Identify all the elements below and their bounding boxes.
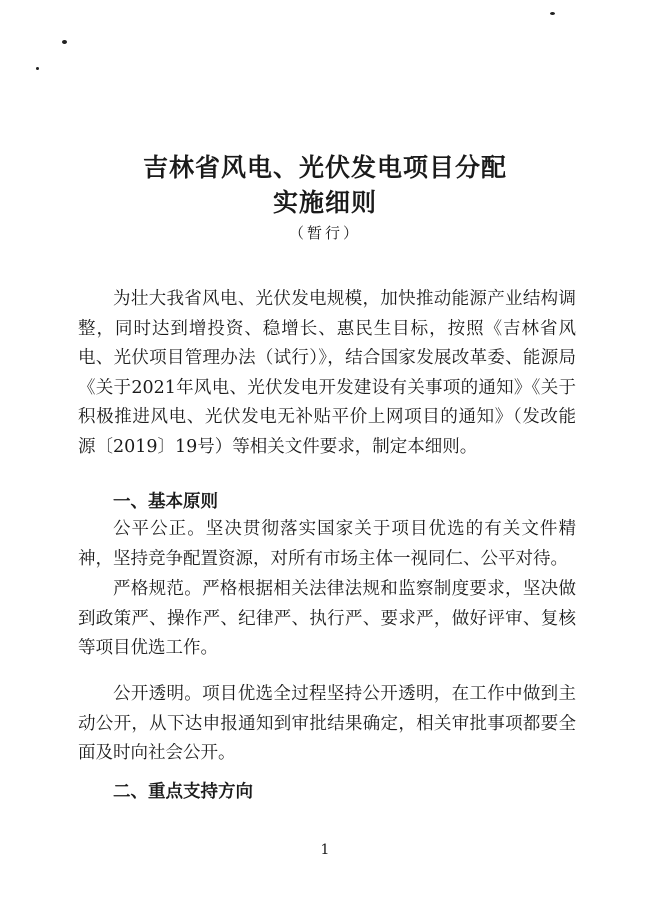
section-heading-basic-principles: 一、基本原则 [113,492,218,512]
document-title-line2: 实施细则 [272,188,377,217]
principle-transparency: 公开透明。项目优选全过程坚持公开透明，在工作中做到主动公开，从下达申报通知到审批结果确定，相关审批事项都要全面及时向社会公开。 [78,684,576,764]
page-number: 1 [320,842,330,858]
principle-strict-standards: 严格规范。严格根据相关法律法规和监察制度要求，坚决做到政策严、操作严、纪律严、执行严、要求严，做好评审、复核等项目优选工作。 [78,579,576,659]
section-heading-key-support: 二、重点支持方向 [113,782,253,802]
intro-paragraph: 为壮大我省风电、光伏发电规模，加快推动能源产业结构调整，同时达到增投资、稳增长、惠民生目标，按照《吉林省风电、光伏项目管理办法（试行）》，结合国家发展改革委、能源局《关于2021年风电、光伏发电开发建设有关事项的通知》《关于积极推进风电、光伏发电无补贴平价上网项目的通知》（发改能源〔2019〕19号）等相关文件要求，制定本细则。 [78,289,576,457]
principle-fairness: 公平公正。坚决贯彻落实国家关于项目优选的有关文件精神，坚持竞争配置资源，对所有市场主体一视同仁、公平对待。 [78,519,576,569]
scan-speck [62,40,67,44]
document-subtitle: （暂行） [288,224,361,242]
scan-speck [36,67,39,70]
scan-speck [550,12,555,15]
document-title-line1: 吉林省风电、光伏发电项目分配 [142,153,507,182]
